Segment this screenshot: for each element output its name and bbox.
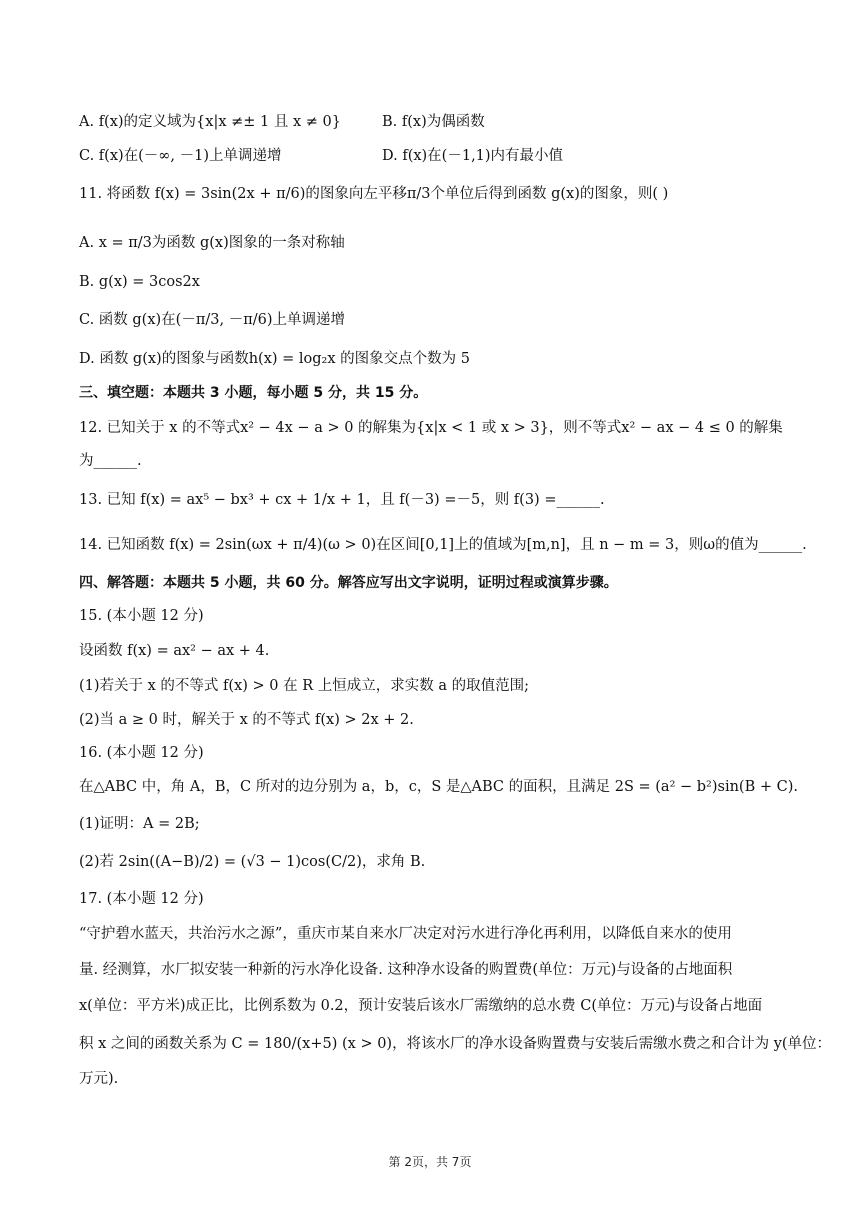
q11-stem: 11. 将函数 f(x) = 3sin(2x + π/6)的图象向左平移π/3个单位后得到函数 g(x)的图象，则( ) [79, 186, 669, 202]
q17-line-4: 积 x 之间的函数关系为 C = 180/(x+5) (x > 0)，将该水厂的净水设备购置费与安装后需缴水费之和合计为 y(单位： [79, 1036, 832, 1052]
page-footer: 第 2页，共 7页 [388, 1155, 472, 1169]
q10-option-b: B. f(x)为偶函数 [382, 114, 485, 130]
section-3-heading: 三、填空题：本题共 3 小题，每小题 5 分，共 15 分。 [79, 385, 428, 401]
q16-line-1: 在△ABC 中，角 A，B，C 所对的边分别为 a，b，c，S 是△ABC 的面积，且满足 2S = (a² − b²)sin(B + C). [79, 779, 798, 795]
q10-option-c: C. f(x)在(－∞, －1)上单调递增 [79, 148, 282, 164]
q12-line-2: 为______. [79, 453, 142, 469]
q13: 13. 已知 f(x) = ax⁵ − bx³ + cx + 1/x + 1，且 f(－3) =－5，则 f(3) =______. [79, 492, 605, 508]
q16-line-3: (2)若 2sin((A−B)/2) = (√3 − 1)cos(C/2)，求角 B. [79, 854, 426, 870]
q15-line-2: (1)若关于 x 的不等式 f(x) > 0 在 R 上恒成立，求实数 a 的取值范围; [79, 678, 529, 694]
section-4-heading: 四、解答题：本题共 5 小题，共 60 分。解答应写出文字说明，证明过程或演算步骤。 [79, 575, 618, 591]
q15-line-1: 设函数 f(x) = ax² − ax + 4. [79, 643, 270, 659]
q15-heading: 15. (本小题 12 分) [79, 608, 204, 624]
q10-option-a: A. f(x)的定义域为{x|x ≠± 1 且 x ≠ 0} [79, 114, 341, 130]
q17-line-3: x(单位：平方米)成正比，比例系数为 0.2，预计安装后该水厂需缴纳的总水费 C(单位：万元)与设备占地面 [79, 998, 763, 1014]
q16-heading: 16. (本小题 12 分) [79, 745, 204, 761]
q14: 14. 已知函数 f(x) = 2sin(ωx + π/4)(ω > 0)在区间[0,1]上的值域为[m,n]，且 n − m = 3，则ω的值为______. [79, 537, 807, 553]
q15-line-3: (2)当 a ≥ 0 时，解关于 x 的不等式 f(x) > 2x + 2. [79, 712, 414, 728]
q17-heading: 17. (本小题 12 分) [79, 891, 204, 907]
q11-option-b: B. g(x) = 3cos2x [79, 274, 200, 290]
q10-option-d: D. f(x)在(－1,1)内有最小值 [382, 148, 564, 164]
q11-option-d: D. 函数 g(x)的图象与函数h(x) = log₂x 的图象交点个数为 5 [79, 351, 470, 367]
q16-line-2: (1)证明：A = 2B; [79, 816, 200, 832]
q12-line-1: 12. 已知关于 x 的不等式x² − 4x − a > 0 的解集为{x|x < 1 或 x > 3}，则不等式x² − ax − 4 ≤ 0 的解集 [79, 420, 783, 436]
q11-option-c: C. 函数 g(x)在(－π/3, －π/6)上单调递增 [79, 312, 345, 328]
q17-line-1: “守护碧水蓝天，共治污水之源”，重庆市某自来水厂决定对污水进行净化再利用，以降低自来水的使用 [79, 926, 732, 942]
q17-line-5: 万元). [79, 1071, 119, 1087]
q17-line-2: 量. 经测算，水厂拟安装一种新的污水净化设备. 这种净水设备的购置费(单位：万元)与设备的占地面积 [79, 962, 733, 978]
q11-option-a: A. x = π/3为函数 g(x)图象的一条对称轴 [79, 235, 345, 251]
